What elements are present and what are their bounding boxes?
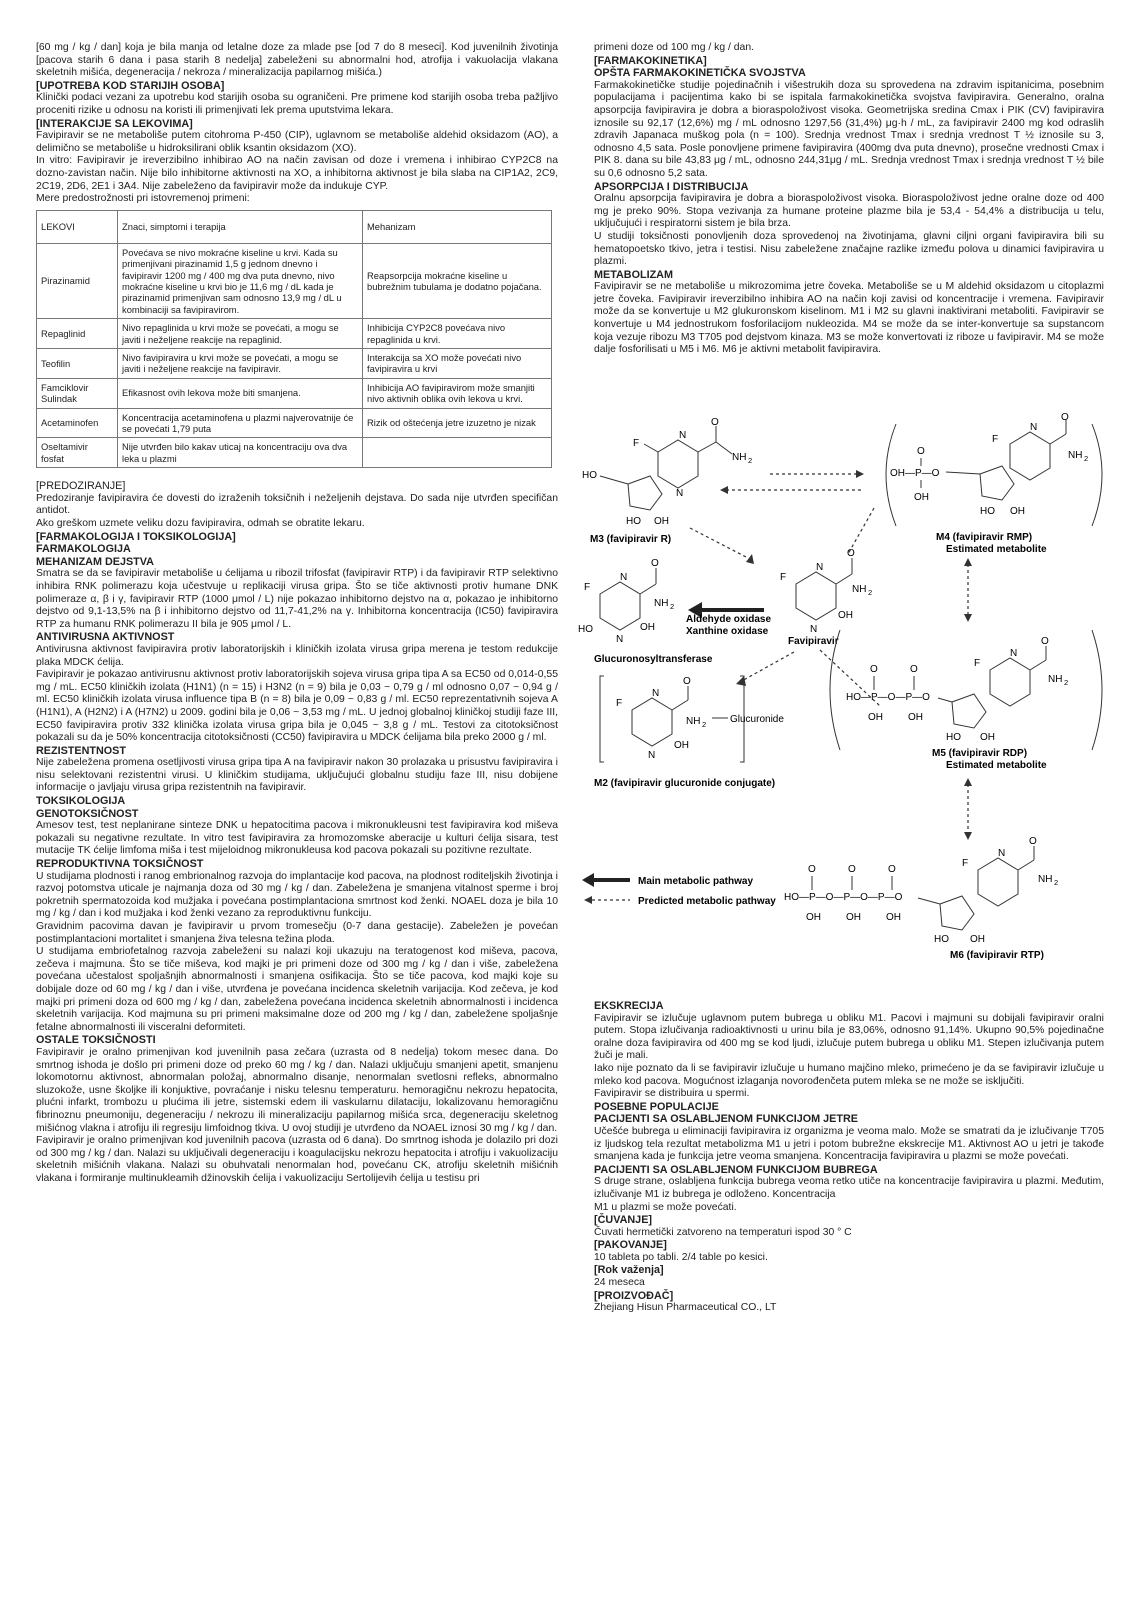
table-cell: Famciklovir Sulindak bbox=[37, 378, 118, 408]
other-toxicity-paragraph-2: Favipiravir je oralno primenjivan kod juvenilnih pacova (uzrasta od 6 dana). Do smrtnog ishoda je dolazilo pri dozi od 300 mg / kg / dan. Nalazi su uključivali degeneraciju i koagulacijsku nekrozu hepatocita i atrofiju i vakuolizaciju skeletnih mišićnih vlakana. Nalazi su obuhvatali nenormalan hod, povećanu CK, atrofiju skeletnih mišićnih vlakana i formiranje multinukleamih džinovskih ćelija i vakuolizaciju Sertolijevih ćelija u testisu pri bbox=[36, 1135, 558, 1184]
svg-text:N: N bbox=[620, 572, 628, 583]
table-row bbox=[37, 378, 552, 408]
table-cell: Teofilin bbox=[37, 348, 118, 378]
pharmacology-heading: FARMAKOLOGIJA bbox=[36, 543, 131, 556]
toxicology-heading: TOKSIKOLOGIJA bbox=[36, 795, 126, 808]
svg-text:O: O bbox=[910, 664, 918, 675]
special-populations-heading: POSEBNE POPULACIJE bbox=[594, 1100, 719, 1113]
svg-text:N: N bbox=[810, 624, 818, 635]
packaging-text: 10 tableta po tabli. 2/4 table po kesici. bbox=[594, 1251, 768, 1263]
antiviral-paragraph-1: Antivirusna aktivnost favipiravira protiv laboratorijskih i kliničkih izolata virusa gripa merena je testom redukcije plaka MDCK ćelija. bbox=[36, 643, 558, 668]
table-row bbox=[37, 438, 552, 468]
svg-text:OH: OH bbox=[640, 622, 655, 633]
svg-text:O: O bbox=[808, 864, 816, 875]
table-row bbox=[37, 408, 552, 438]
table-header-row bbox=[37, 210, 552, 243]
svg-text:O: O bbox=[888, 864, 896, 875]
table-header: Znaci, simptomi i terapija bbox=[118, 210, 363, 243]
kidney-impairment-paragraph-1: S druge strane, oslabljena funkcija bubrega veoma retko utiče na koncentracije favipiravira u plazmi. Međutim, izlučivanje M1 iz bubrega je odloženo. Koncentracija bbox=[594, 1176, 1104, 1200]
svg-text:HO—P—O—P—O: HO—P—O—P—O bbox=[846, 692, 930, 703]
svg-text:OH: OH bbox=[674, 740, 689, 751]
svg-text:O: O bbox=[848, 864, 856, 875]
kidney-impairment-paragraph-2: M1 u plazmi se može povećati. bbox=[594, 1201, 737, 1213]
reproductive-paragraph-2: Gravidnim pacovima davan je favipiravir u prvom tromesečju (0-7 dana gestacije). Zabeležen je povećan postimplantacioni mortalitet i smanjena živa telesna težina ploda. bbox=[36, 921, 558, 945]
m6-structure-icon bbox=[784, 836, 1058, 945]
favipiravir-structure-icon bbox=[780, 548, 872, 635]
table-cell: Pirazinamid bbox=[37, 243, 118, 318]
left-column bbox=[36, 42, 558, 1185]
table-cell: Inhibicija CYP2C8 povećava nivo repaglinida u krvi. bbox=[363, 319, 552, 349]
m2-structure-icon bbox=[616, 676, 706, 761]
pk-properties-heading: OPŠTA FARMAKOKINETIČKA SVOJSTVA bbox=[594, 67, 806, 80]
svg-text:HO: HO bbox=[626, 516, 641, 527]
table-row bbox=[37, 319, 552, 349]
svg-text:OH: OH bbox=[1010, 506, 1025, 517]
glucuronosyltransferase-label: Glucuronosyltransferase bbox=[594, 654, 713, 665]
svg-text:OH: OH bbox=[846, 912, 861, 923]
m6-label: M6 (favipiravir RTP) bbox=[950, 950, 1044, 961]
reproductive-toxicity-heading: REPRODUKTIVNA TOKSIČNOST bbox=[36, 858, 204, 871]
svg-text:OH: OH bbox=[838, 610, 853, 621]
absorption-heading: APSORPCIJA I DISTRIBUCIJA bbox=[594, 180, 749, 193]
table-cell: Oseltamivir fosfat bbox=[37, 438, 118, 468]
table-cell: Efikasnost ovih lekova može biti smanjena. bbox=[118, 378, 363, 408]
intro-paragraph: [60 mg / kg / dan] koja je bila manja od letalne doze za mlade pse [od 7 do 8 meseci]. Kod juvenilnih životinja [pacova starih 6 dana i pasa starih 8 nedelja] zabeleženi su abnormalni hod, atrofija i vakuolacija vlakana skeletnih mišića, degeneracija / nekroza / mineralizacija papilarnog mišića.) bbox=[36, 42, 558, 79]
genotoxicity-paragraph: Amesov test, test neplanirane sinteze DNK u hepatocitima pacova i mikronukleusni test favipiravira kod miševa pokazali su negativne rezultate. In vitro test favipiravira za hromozomske aberacije u kulturi ćelija sisara, test mutacije TK ćelije limfoma miša i test mijeloidnog mikronukleusa kod pacova pokazali su pozitivne rezultate. bbox=[36, 820, 558, 857]
svg-text:OH: OH bbox=[806, 912, 821, 923]
table-cell: Reapsorpcija mokraćne kiseline u bubrežnim tubulama je dodatno pojačana. bbox=[363, 243, 552, 318]
svg-text:HO: HO bbox=[934, 934, 949, 945]
svg-text:2: 2 bbox=[868, 588, 873, 597]
svg-text:NH: NH bbox=[654, 598, 669, 609]
svg-text:N: N bbox=[1030, 422, 1038, 433]
storage-heading: [ČUVANJE] bbox=[594, 1214, 652, 1227]
metabolism-heading: METABOLIZAM bbox=[594, 268, 673, 281]
svg-text:OH—P—O: OH—P—O bbox=[890, 468, 940, 479]
svg-text:NH: NH bbox=[732, 452, 747, 463]
svg-text:2: 2 bbox=[702, 720, 707, 729]
aldehyde-oxidase-label: Aldehyde oxidase bbox=[686, 614, 772, 625]
svg-text:N: N bbox=[652, 688, 660, 699]
table-header: Mehanizam bbox=[363, 210, 552, 243]
svg-text:O: O bbox=[847, 548, 855, 559]
pharmacology-toxicology-heading: [FARMAKOLOGIJA I TOKSIKOLOGIJA] bbox=[36, 530, 236, 543]
m4-structure-icon bbox=[890, 412, 1088, 517]
table-cell: Inhibicija AO favipiravirom može smanjiti nivo aktivnih oblika ovih lekova u krvi. bbox=[363, 378, 552, 408]
absorption-paragraph-2: U studiji toksičnosti ponovljenih doza sprovedenoj na životinjama, glavni ciljni organi favipiravira bili su hematopoetsko tkivo, jetra i testisi. Nisu zabeležene značajne razlike između polova u dinamici favipiravira u plazmi. bbox=[594, 230, 1104, 268]
svg-text:F: F bbox=[780, 572, 787, 583]
mechanism-heading: MEHANIZAM DEJSTVA bbox=[36, 555, 154, 568]
right-column-top bbox=[594, 42, 1104, 357]
xanthine-oxidase-label: Xanthine oxidase bbox=[686, 626, 769, 637]
table-row bbox=[37, 348, 552, 378]
svg-text:OH: OH bbox=[654, 516, 669, 527]
pk-paragraph: Farmakokinetičke studije pojedinačnih i višestrukih doza su sprovedena na zdravim ispitanicima, posebnim populacijama i pacijentima kako bi se ispitala farmakokinetička svojstva favipiravira. Generalno, oralna apsorpcija favipiravira je dobra a bioraspoloživost visoka. Geometrijska sredina Cmax i PIK (CV) favipiravira iznosile su 92,17 (12,6%) mg / mL odnosno 1297,56 (31,4%) μg·h / mL, za favipiravir 2400 mg kod odraslih zdravih Japanaca muškog pola (n = 100). Srednja vrednost Tmax i srednja vrednost T ½ iznosile su 3, odnosno 4,5 sata. Posle ponovljene primene favipiravira (400mg dva puta dnevno), prosečne vrednosti Cmax i PIK 8. dana su bile 43,83 μg / mL, odnosno 244,31μg / mL. Srednja vrednost Tmax i srednja vrednost T ½ bile su 0,6 odnosno 5,2 sata. bbox=[594, 79, 1104, 179]
overdose-heading: [PREDOZIRANJE] bbox=[36, 480, 126, 493]
svg-text:NH: NH bbox=[1048, 674, 1063, 685]
absorption-paragraph-1: Oralnu apsorpcija favipiravira je dobra a bioraspoloživost visoka. Bioraspoloživost jedne oralne doze od 400 mg je preko 90%. Stopa vezivanja za humane proteine plazme bila je 53,4 - 54,4% a distribucija u telu, uključujući i respiratorni sistem je bila brza. bbox=[594, 193, 1104, 230]
svg-text:F: F bbox=[974, 658, 981, 669]
excretion-paragraph-2: Iako nije poznato da li se favipiravir izlučuje u humano majčino mleko, primećeno je da se favipiravir izlučuje u mleko kod pacova. Mogućnost izlaganja novorođenčeta putem mleka se ne može se isključiti. bbox=[594, 1062, 1104, 1087]
svg-text:O: O bbox=[683, 676, 691, 687]
svg-text:2: 2 bbox=[1064, 678, 1069, 687]
legend-main-pathway: Main metabolic pathway bbox=[638, 876, 754, 887]
antiviral-heading: ANTIVIRUSNA AKTIVNOST bbox=[36, 631, 175, 644]
excretion-paragraph-1: Favipiravir se izlučuje uglavnom putem bubrega u obliku M1. Pacovi i majmuni su dobijali favipiravir oralni putem. Stopa izlučivanja radioaktivnosti u urinu bila je 83,06%, odnosno 91,14%. Ukupno 90,5% pojedinačne oralne doza favipiravira od 400 mg se kod ljudi, izlučuje putem bubrega u obliku M1. Stepen izlučivanja putem žuči je mali. bbox=[594, 1012, 1104, 1062]
metabolism-paragraph: Favipiravir se ne metaboliše u mikrozomima jetre čoveka. Metaboliše se u M aldehid oksidazom u citoplazmi jetre čoveka. Favipiravir ireverzibilno inhibira AO na način koji zavisi od koncentracije i vremena. Favipiravir može da se konvertuje u M2 glukuronskom kiselinom. M1 i M2 su glavni inaktivirani metaboliti. Favipiravir se konvertuje u M4 jednostrukom fosforilacijom nukleozida. M4 se može da se inter-konvertuje sa supstancom koja vezuje ribozu M3 T705 pod dejstvom kinaza. M3 se može konvertovati iz riboze u favipiravir. M4 se može dalje fosforilisati u M5 i M6. M6 je aktivni metabolit favipiravira. bbox=[594, 281, 1104, 356]
kidney-impairment-heading: PACIJENTI SA OSLABLJENOM FUNKCIJOM BUBREGA bbox=[594, 1163, 878, 1176]
svg-text:N: N bbox=[998, 848, 1006, 859]
mechanism-paragraph: Smatra se da se favipiravir metaboliše u ćelijama u ribozil trifosfat (favipiravir RTP) i da favipiravir RTP selektivno inhibira RNK polimerazu koja učestvuje u replikaciji virusa gripa. Što se tiče aktivnosti protiv humane DNK polimeraze α, β i γ, favipiravir RTP (1000 μmol / L) nije pokazao inhibitorno dejstvo na α, pokazao je inhibitorno dejstvo od 9,1-13,5% na β i inhibitorno dejstvo od 11,7-41,2% na γ. Inhibitorna koncentracija (IC50) favipiravira RTP za humanu RNK polimerazu II bila je 905 μmol / L. bbox=[36, 568, 558, 630]
svg-text:2: 2 bbox=[748, 456, 753, 465]
table-cell: Interakcija sa XO može povećati nivo favipiravira u krvi bbox=[363, 348, 552, 378]
svg-text:O: O bbox=[651, 558, 659, 569]
svg-text:O: O bbox=[870, 664, 878, 675]
svg-text:N: N bbox=[616, 634, 624, 645]
m4-label: M4 (favipiravir RMP) bbox=[936, 532, 1033, 543]
m4-estimated-label: Estimated metabolite bbox=[946, 544, 1047, 555]
table-cell: Koncentracija acetaminofena u plazmi najverovatnije će se povećati 1,79 puta bbox=[118, 408, 363, 438]
reproductive-paragraph-1: U studijama plodnosti i ranog embrionalnog razvoja do implantacije kod pacova, na plodnost roditeljskih životinja i razvoj potomstva uticale je najmanja doza od 30 mg / kg / dan. Zabeležena je smanjena vitalnost sperme i broj pokretnih spermatozoida kod mužjaka i povećana postimplantaciona smrtnost kod ženki. NOAEL doza je bila 10 mg / kg / dan i kod mužjaka i kod ženki vezano za reproduktivnu funkciju. bbox=[36, 870, 558, 920]
m1-structure-icon bbox=[578, 558, 674, 645]
right-column-bottom bbox=[594, 1000, 1104, 1315]
svg-text:O: O bbox=[1041, 636, 1049, 647]
table-cell: Nivo repaglinida u krvi može se povećati, a mogu se javiti i neželjene reakcije na repaglinid. bbox=[118, 319, 363, 349]
svg-text:2: 2 bbox=[670, 602, 675, 611]
table-header: LEKOVI bbox=[37, 210, 118, 243]
svg-text:F: F bbox=[962, 858, 969, 869]
resistance-paragraph: Nije zabeležena promena osetljivosti virusa gripa tipa A na favipiravir nakon 30 prolazaka u prisustvu favipiravira i nisu selektovani rezistentni virusi. U kliničkim studijama, uključujući globalnu studiju faze III, nisu dobijene informacije o javljaju virusa gripa rezistentnih na favipiravir. bbox=[36, 757, 558, 794]
m3-label: M3 (favipiravir R) bbox=[590, 534, 672, 545]
resistance-heading: REZISTENTNOST bbox=[36, 744, 126, 757]
svg-text:F: F bbox=[616, 698, 623, 709]
elderly-paragraph: Klinički podaci vezani za upotrebu kod starijih osoba su ograničeni. Pre primene kod starijih osoba treba pažljivo proceniti rizike u odnosu na koristi ili primenjivati lek prema uputstvima lekara. bbox=[36, 92, 558, 116]
svg-text:O: O bbox=[1061, 412, 1069, 423]
interactions-heading: [INTERAKCIJE SA LEKOVIMA] bbox=[36, 117, 193, 130]
svg-text:NH: NH bbox=[1068, 450, 1083, 461]
antiviral-paragraph-2: Favipiravir je pokazao antivirusnu aktivnost protiv laboratorijskih sojeva virusa gripa tipa A sa EC50 od 0,014-0,55 mg / mL. EC50 kliničkih izolata (H1N1) (n = 15) i H3N2 (n = 9) bila je 0,03 ~ 0,79 g / ml odnosno 0,07 ~ 0,94 g / ml. EC50 kliničkih izolata virusa influence tipa B (n = 8) bila je 0,09 ~ 0,83 g / ml. EC50 reprezentativnih sojeva A (H1N1), A (H2N2) i A (H7N2) u 2009. godini bila je 0,06 ~ 3,53 mg / mL. U jednoj globalnoj kliničkoj studiji faze III, EC50 favipiravira protiv 332 klinička izolata virusa gripa bila je 0,045 ~ 3,8 g / mL. Testovi za citotoksičnost pokazali su da je 50% koncentracija citotoksičnosti (CC50) favipiravira u MDCK ćelijama bila preko 2000 g / ml. bbox=[36, 669, 558, 744]
svg-text:N: N bbox=[648, 750, 656, 761]
excretion-paragraph-3: Favipiravir se distribuira u spermi. bbox=[594, 1088, 750, 1100]
reproductive-paragraph-3: U studijama embriofetalnog razvoja zabeleženi su nalazi koji ukazuju na teratogenost kod miševa, pacova, zečeva i majmuna. Što se tiče miševa, kod majki je pri primeni doze od 300 mg / kg / dan i više, zabeležena povećana učestalost spoljašnjih abnormalnosti i smanjena osifikacija. Što se tiče pacova, kod majki koje su dobijale doze od 60 mg / kg / dan i više, utvrđena je povećana incidenca skeletnih varijacija. Kod zečeva, je kod majki pri primeni doza od 600 mg / kg / dan, zabeležena povećana incidenca skeletnih abnormalnosti i incidenca skeletnih varijacija. Kod majmuna su pri primeni maksimalne doze od 200 mg / kg / dan, zabeležene spoljašnje fetalne abnormalnosti ili visceralni deformiteti. bbox=[36, 946, 558, 1033]
svg-text:HO: HO bbox=[582, 470, 597, 481]
table-row bbox=[37, 243, 552, 318]
shelf-life-heading: [Rok važenja] bbox=[594, 1264, 664, 1277]
genotoxicity-heading: GENOTOKSIČNOST bbox=[36, 807, 139, 820]
m5-label: M5 (favipiravir RDP) bbox=[932, 748, 1028, 759]
svg-text:OH: OH bbox=[868, 712, 883, 723]
interactions-paragraph-2: In vitro: Favipiravir je ireverzibilno inhibirao AO na način zavisan od doze i vremena i inhibirao CYP2C8 na dozno-zavistan način. Nije bilo inhibitorne aktivnosti na XO, a inhibitorna aktivnost je bila slaba na CIP1A2, 2C9, 2C19, 2D6, 2E1 i 3A4. Nije zabeleženo da favipiravir može da indukuje CYP. bbox=[36, 155, 558, 192]
svg-text:N: N bbox=[1010, 648, 1018, 659]
svg-text:NH: NH bbox=[686, 716, 701, 727]
drug-interaction-table bbox=[36, 210, 552, 469]
m5-structure-icon bbox=[846, 636, 1068, 743]
elderly-heading: [UPOTREBA KOD STARIJIH OSOBA] bbox=[36, 79, 225, 92]
interactions-paragraph-1: Favipiravir se ne metaboliše putem citohroma P-450 (CIP), uglavnom se metaboliše aldehid oksidazom (AO), a delimično se metaboliše u hidroksilirani oblik ksantin oksidazom (XO). bbox=[36, 130, 558, 154]
svg-text:HO: HO bbox=[980, 506, 995, 517]
glucuronide-label: Glucuronide bbox=[730, 714, 784, 725]
svg-text:N: N bbox=[816, 562, 824, 573]
legend-predicted-pathway: Predicted metabolic pathway bbox=[638, 896, 776, 907]
table-cell: Repaglinid bbox=[37, 319, 118, 349]
svg-text:F: F bbox=[633, 438, 640, 449]
shelf-life-text: 24 meseca bbox=[594, 1277, 645, 1289]
manufacturer-heading: [PROIZVOĐAČ] bbox=[594, 1289, 674, 1302]
m2-label: M2 (favipiravir glucuronide conjugate) bbox=[594, 778, 776, 789]
svg-text:O: O bbox=[917, 446, 925, 457]
m5-estimated-label: Estimated metabolite bbox=[946, 760, 1047, 771]
manufacturer-text: Zhejiang Hisun Pharmaceutical CO., LT bbox=[594, 1302, 777, 1314]
svg-text:NH: NH bbox=[1038, 874, 1053, 885]
overdose-paragraph-2: Ako greškom uzmete veliku dozu favipiravira, odmah se obratite lekaru. bbox=[36, 518, 365, 529]
overdose-paragraph-1: Predoziranje favipiravira će dovesti do izraženih toksičnih i neželjenih dejstava. Do sada nije utvrđen specifičan antidot. bbox=[36, 492, 558, 517]
svg-text:O: O bbox=[711, 417, 719, 428]
packaging-heading: [PAKOVANJE] bbox=[594, 1239, 667, 1252]
table-cell: Nije utvrđen bilo kakav uticaj na koncentraciju ova dva leka u plazmi bbox=[118, 438, 363, 468]
liver-impairment-heading: PACIJENTI SA OSLABLJENOM FUNKCIJOM JETRE bbox=[594, 1113, 858, 1126]
svg-text:OH: OH bbox=[886, 912, 901, 923]
pharmacokinetics-heading: [FARMAKOKINETIKA] bbox=[594, 54, 707, 67]
m3-structure-icon bbox=[582, 417, 752, 527]
table-cell bbox=[363, 438, 552, 468]
svg-text:OH: OH bbox=[970, 934, 985, 945]
other-toxicity-paragraph-1: Favipiravir je oralno primenjivan kod juvenilnih pasa zečara (uzrasta od 8 nedelja) tokom mesec dana. Do smrtnog ishoda je došlo pri primeni doze od preko 60 mg / kg / dan. Nalazi uključuju smanjeni apetit, smanjenu lokomotornu aktivnost, abnormalan položaj, abnormalno disanje, nenormalan svetlosni refleks, abnormalno sluzokože, usne školjke ili konjuktive, povraćanje i nisku telesnu temperaturu. hemoragičnu nekrozu hepatocita, plućni infarkt, trombozu u plućima ili jetre, sistemski edem ili vaskularnu dilataciju, lokalizovanu hemoragičnu fibrinoznu pneumoniju, degeneraciju / nekrozu ili mineralizaciju papilarnog mišića srca, degeneraciju skeletnog mišićnog vlakna i atrofiju ili regresiju limfoidnog tkiva. U ovoj studiji je utvrđeno da NOAEL iznosi 30 mg / kg / dan. bbox=[36, 1046, 558, 1134]
table-cell: Povećava se nivo mokraćne kiseline u krvi. Kada su primenjivani pirazinamid 1,5 g jednom dnevno i favipiravir 1200 mg / 400 mg dva puta dnevno, nivo mokraćne kiseline u krvi bio je 11,6 mg / dL kada je pirazinamid primenjivan sam odnosno 13,9 mg / dL u kombinaciji sa favipiravirom. bbox=[118, 243, 363, 318]
svg-text:O: O bbox=[1029, 836, 1037, 847]
table-cell: Nivo favipiravira u krvi može se povećati, a mogu se javiti i neželjene reakcije na favipiravir. bbox=[118, 348, 363, 378]
svg-text:F: F bbox=[584, 582, 591, 593]
svg-text:NH: NH bbox=[852, 584, 867, 595]
continuation-paragraph: primeni doze od 100 mg / kg / dan. bbox=[594, 42, 754, 53]
svg-text:OH: OH bbox=[914, 492, 929, 503]
svg-text:2: 2 bbox=[1054, 878, 1059, 887]
svg-text:HO: HO bbox=[578, 624, 593, 635]
svg-text:2: 2 bbox=[1084, 454, 1089, 463]
other-toxicity-heading: OSTALE TOKSIČNOSTI bbox=[36, 1034, 156, 1047]
svg-text:N: N bbox=[679, 430, 687, 441]
table-cell: Acetaminofen bbox=[37, 408, 118, 438]
svg-text:OH: OH bbox=[908, 712, 923, 723]
excretion-heading: EKSKRECIJA bbox=[594, 1000, 664, 1012]
metabolic-pathway-diagram bbox=[580, 414, 1110, 994]
svg-text:F: F bbox=[992, 434, 999, 445]
svg-text:N: N bbox=[676, 488, 684, 499]
interactions-paragraph-3: Mere predostrožnosti pri istovremenoj primeni: bbox=[36, 193, 250, 205]
table-cell: Rizik od oštećenja jetre izuzetno je nizak bbox=[363, 408, 552, 438]
svg-text:OH: OH bbox=[980, 732, 995, 743]
favipiravir-label: Favipiravir bbox=[788, 636, 839, 647]
svg-text:HO—P—O—P—O—P—O: HO—P—O—P—O—P—O bbox=[784, 892, 903, 903]
liver-impairment-paragraph: Učešće bubrega u eliminaciji favipiravira iz organizma je veoma malo. Može se smatrati da je izlučivanje T705 iz ljudskog tela rezultat metabolizma M1 u jetri i potom bubrežne ekskrecije M1. Aktivnost AO u jetri je takođe smanjena kada je funkcija jetre veoma smanjena. Koncentracija favipiravira u plazmi se može povećati. bbox=[594, 1125, 1104, 1163]
svg-text:HO: HO bbox=[946, 732, 961, 743]
storage-text: Čuvati hermetički zatvoreno na temperaturi ispod 30 ° C bbox=[594, 1226, 852, 1238]
